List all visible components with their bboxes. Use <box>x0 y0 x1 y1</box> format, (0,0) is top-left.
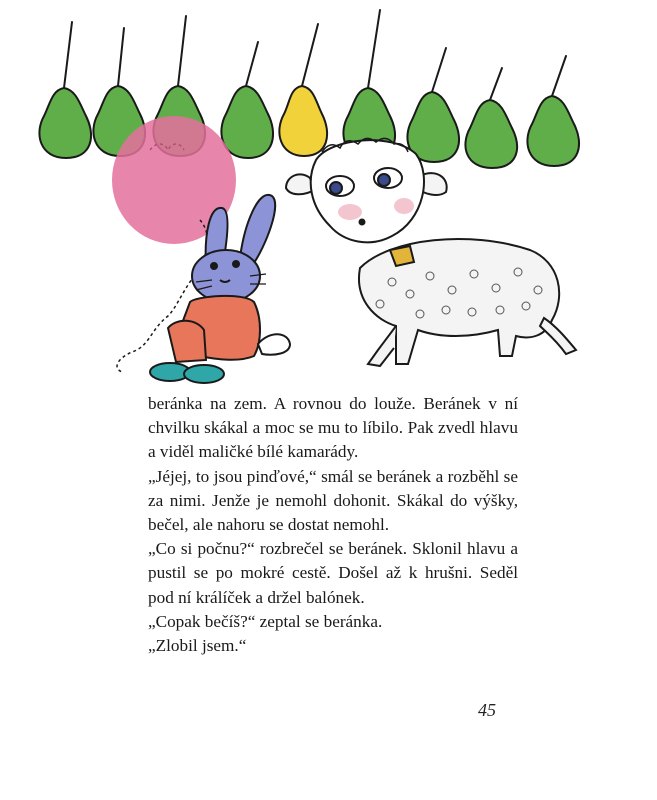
pear-icon <box>39 22 91 158</box>
pear-icon <box>221 42 273 158</box>
story-paragraph: „Zlobil jsem.“ <box>148 636 247 656</box>
pear-icon <box>527 56 579 166</box>
story-text <box>148 392 518 658</box>
pears-row <box>39 10 579 168</box>
story-paragraph: „Copak bečíš?“ zeptal se beránka. <box>148 611 383 631</box>
pear-icon <box>279 24 327 156</box>
pear-icon <box>465 68 517 168</box>
story-paragraph: „Jéjej, to jsou pinďové,“ smál se beránek a rozběhl se za nimi. Jenže je nemohl dohonit. Skákal do výšky, bečel, ale nahoru se dostat nemohl. <box>148 466 518 535</box>
illustration <box>0 0 657 390</box>
story-paragraph: beránka na zem. A rovnou do louže. Beránek v ní chvilku skákal a moc se mu to líbilo. Pak zvedl hlavu a viděl maličké bílé kamarády. <box>148 394 518 462</box>
pear-icon <box>407 48 459 162</box>
page-number: 45 <box>478 700 496 720</box>
lamb-icon <box>286 138 576 366</box>
story-paragraph: „Co si počnu?“ rozbrečel se beránek. Sklonil hlavu a pustil se po mokré cestě. Došel až k hrušni. Seděl pod ní králíček a držel balónek. <box>148 539 518 607</box>
pear-icon <box>343 10 395 158</box>
